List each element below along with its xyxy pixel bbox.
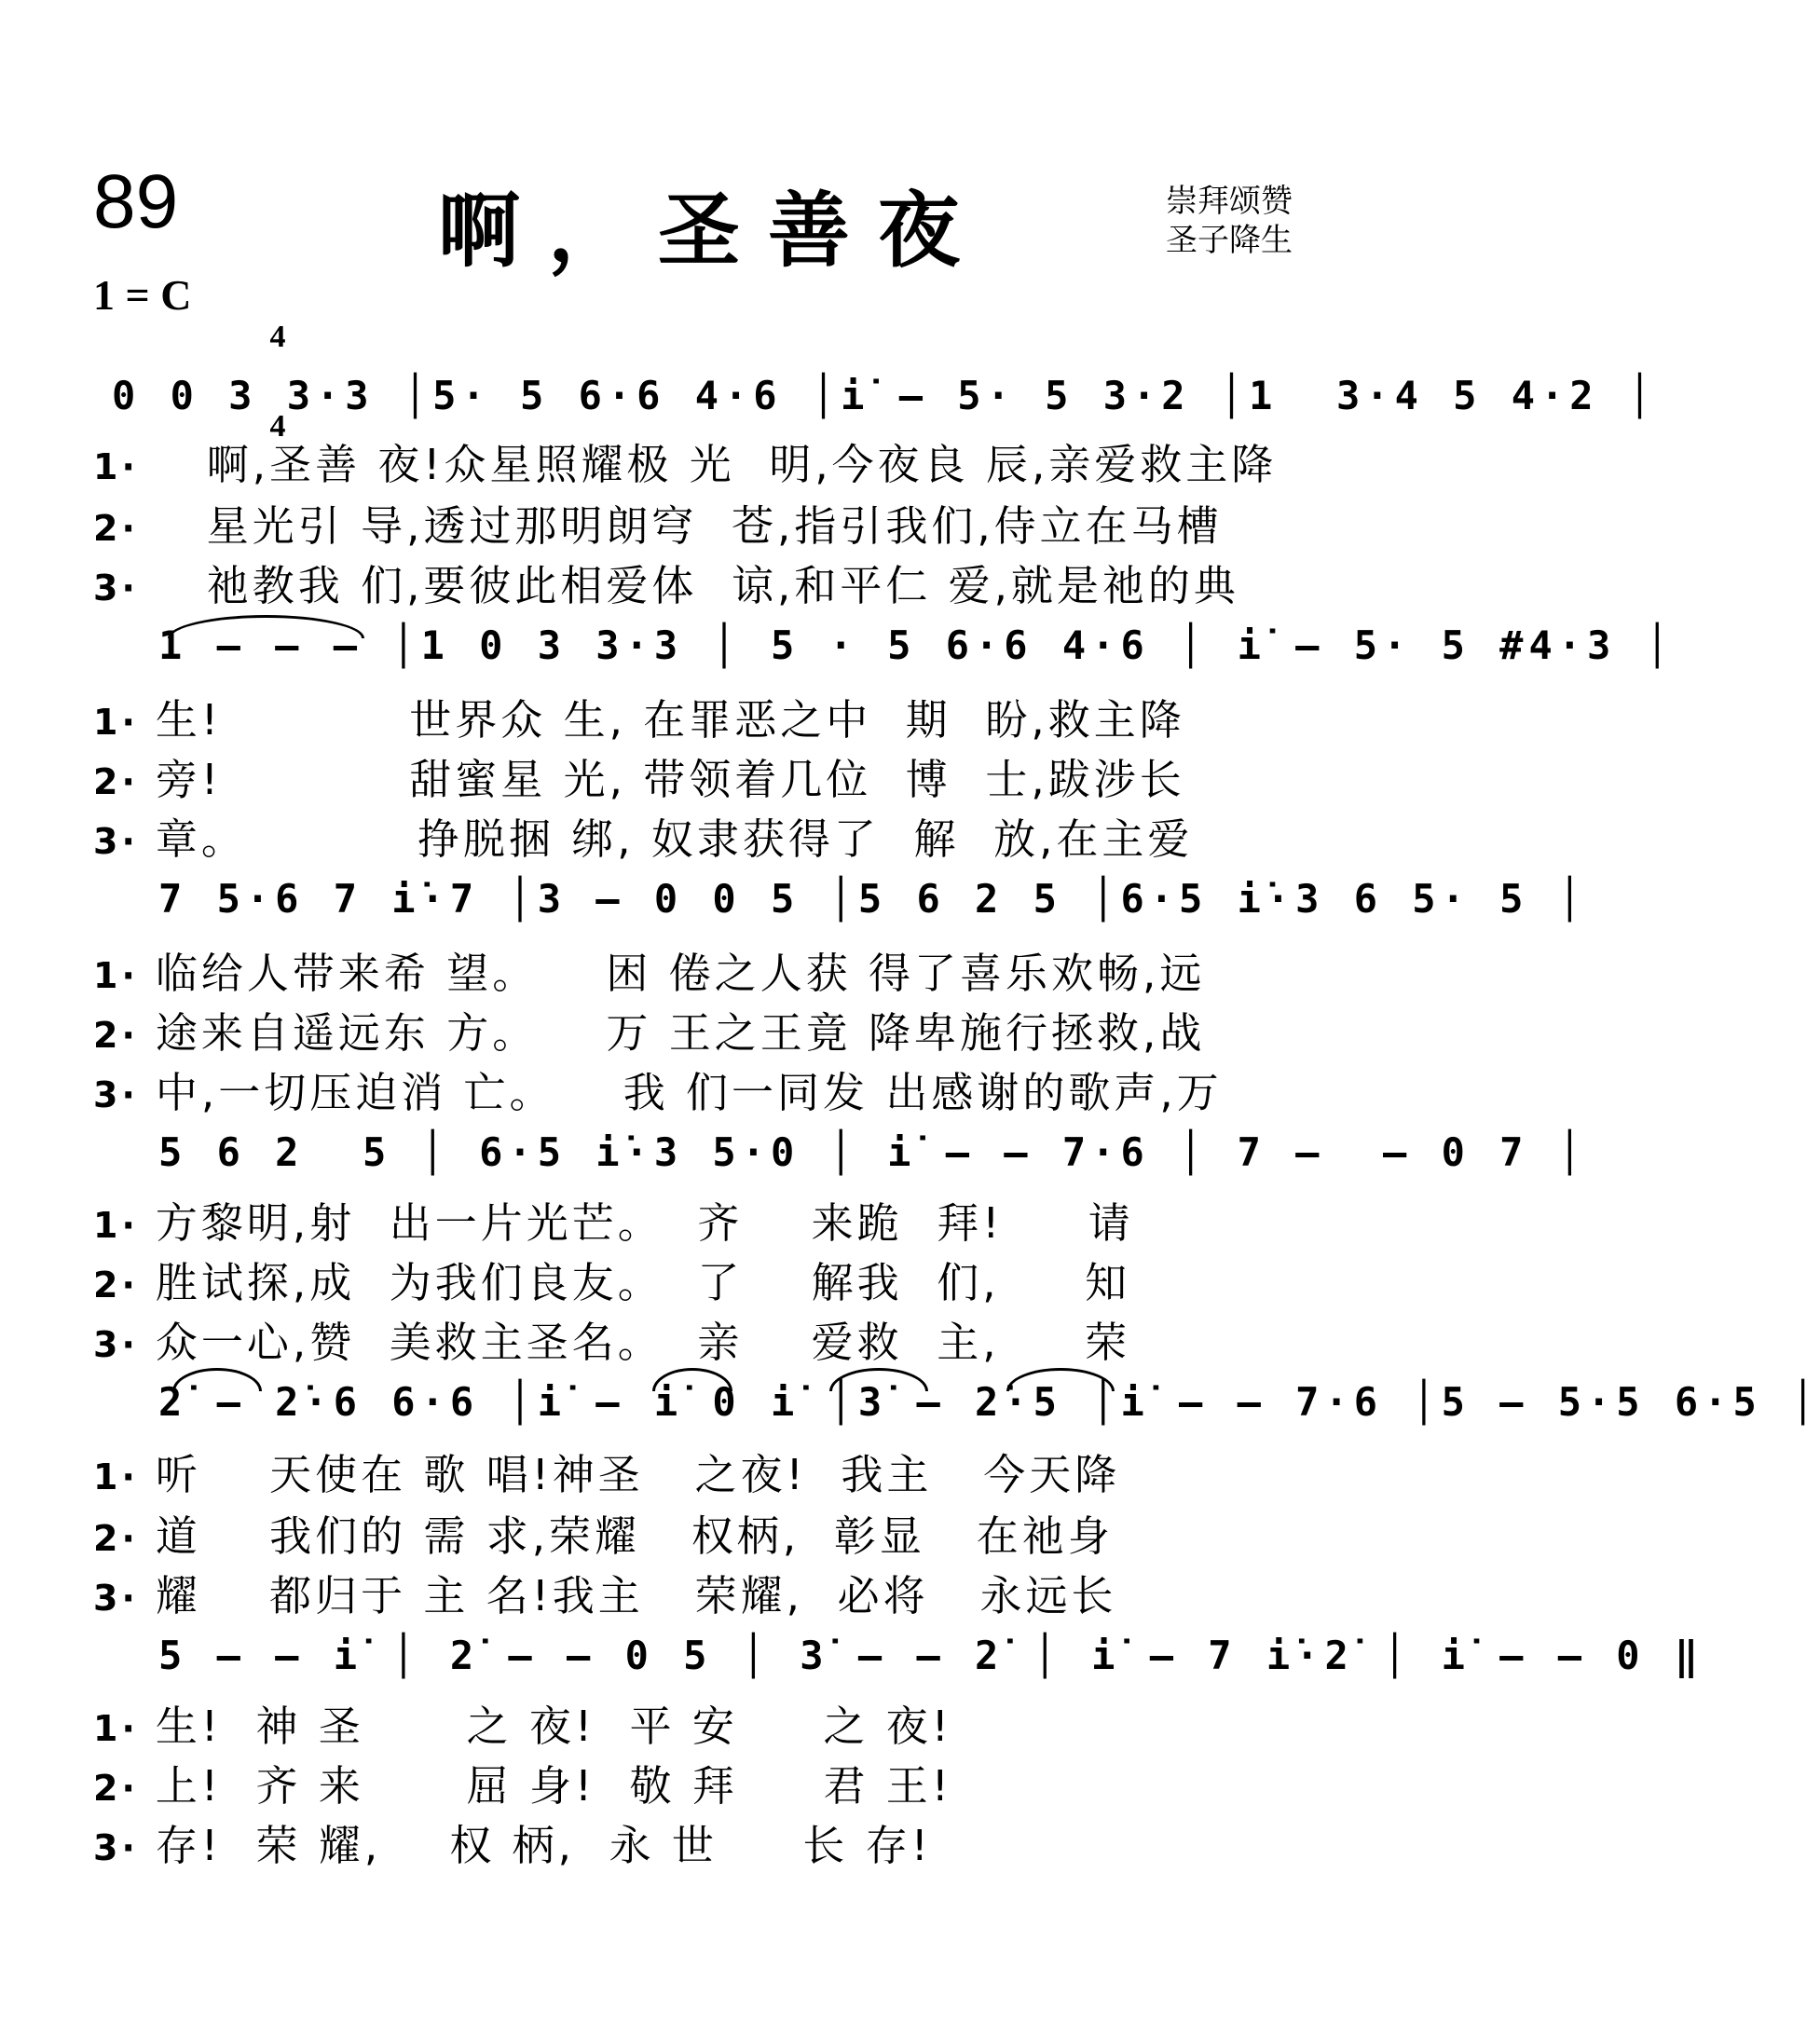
lyric-text: 生! 世界众 生, 在罪恶之中 期 盼,救主降	[155, 695, 1185, 745]
lyric-text: 中,一切压迫消 亡。 我 们一同发 出感谢的歌声,万	[155, 1068, 1223, 1117]
lyric-line-1-3	[93, 552, 1239, 612]
lyric-text: 旁! 甜蜜星 光, 带领着几位 博 士,跋涉长	[155, 755, 1185, 804]
verse-number: 2·	[93, 508, 139, 549]
key-signature: 1 = C	[93, 271, 192, 319]
verse-number: 2·	[93, 1265, 139, 1306]
verse-number: 3·	[93, 1827, 139, 1868]
lyric-text: 道 我们的 需 求,荣耀 权柄, 彰显 在祂身	[155, 1511, 1114, 1561]
verse-number: 1·	[93, 1708, 139, 1749]
lyric-line-2-1	[93, 686, 1185, 746]
verse-number: 2·	[93, 761, 139, 802]
lyric-text: 听 天使在 歌 唱!神圣 之夜! 我主 今天降	[155, 1450, 1121, 1499]
lyric-line-6-3	[93, 1811, 932, 1872]
lyric-text: 啊,圣善 夜!众星照耀极 光 明,今夜良 辰,亲爱救主降	[155, 440, 1278, 489]
lyric-text: 途来自遥远东 方。 万 王之王竟 降卑施行拯救,战	[155, 1008, 1206, 1058]
lyric-line-1-1	[93, 431, 1277, 491]
lyric-line-4-1	[93, 1189, 1134, 1250]
lyric-line-2-3	[93, 805, 1193, 866]
lyric-line-3-2	[93, 999, 1205, 1060]
verse-number: 2·	[93, 1768, 139, 1809]
verse-number: 1·	[93, 702, 139, 743]
category-label-2: 圣子降生	[1166, 222, 1293, 259]
meter-top: 4	[269, 320, 286, 354]
verse-number: 3·	[93, 1324, 139, 1365]
verse-number: 1·	[93, 446, 139, 487]
verse-number: 2·	[93, 1015, 139, 1056]
lyric-line-4-3	[93, 1308, 1130, 1369]
lyric-text: 上! 齐 来 屈 身! 敬 拜 君 王!	[155, 1761, 952, 1811]
verse-number: 3·	[93, 1074, 139, 1115]
notation-line-1: 0 0 3 3·3 │5· 5 6·6 4·6 │i̇ – 5· 5 3·2 │1 3·4 5 4·2 │	[112, 373, 1658, 418]
lyric-text: 方黎明,射 出一片光芒。 齐 来跪 拜! 请	[155, 1198, 1134, 1248]
lyric-text: 章。 挣脱捆 绑, 奴隶获得了 解 放,在主爱	[155, 814, 1194, 864]
lyric-line-6-1	[93, 1692, 952, 1753]
lyric-text: 祂教我 们,要彼此相爱体 谅,和平仁 爱,就是祂的典	[155, 561, 1239, 610]
lyric-text: 星光引 导,透过那明朗穹 苍,指引我们,侍立在马槽	[155, 501, 1223, 551]
verse-number: 1·	[93, 1456, 139, 1497]
lyric-line-1-2	[93, 492, 1223, 553]
lyric-line-5-2	[93, 1502, 1114, 1563]
lyric-line-3-1	[93, 939, 1205, 1000]
lyric-line-5-1	[93, 1441, 1120, 1501]
notation-line-5: 2̇ – 2̇·6 6·6 │i̇ – i̇ 0 i̇ │3̇ – 2̇·5 │i̇ – – 7·6 │5 – 5·5 6·5 │	[158, 1379, 1820, 1425]
lyric-text: 生! 神 圣 之 夜! 平 安 之 夜!	[155, 1702, 952, 1751]
verse-number: 1·	[93, 1205, 139, 1246]
lyric-text: 众一心,赞 美救主圣名。 亲 爱救 主, 荣	[155, 1318, 1131, 1367]
verse-number: 3·	[93, 1578, 139, 1619]
notation-line-3: 7 5·6 7 i̇·7 │3 – 0 0 5 │5 6 2 5 │6·5 i̇·3 6 5· 5 │	[158, 876, 1588, 922]
lyric-text: 耀 都归于 主 名!我主 荣耀, 必将 永远长	[155, 1571, 1117, 1620]
lyric-line-3-3	[93, 1059, 1223, 1119]
hymn-title: 啊，圣善夜	[438, 182, 989, 279]
lyric-text: 胜试探,成 为我们良友。 了 解我 们, 知	[155, 1258, 1131, 1307]
lyric-line-5-3	[93, 1562, 1117, 1622]
verse-number: 1·	[93, 955, 139, 996]
notation-line-4: 5 6 2 5 │ 6·5 i̇·3 5·0 │ i̇ – – 7·6 │ 7 – – 0 7 │	[158, 1129, 1588, 1175]
meter-bottom: 4	[269, 409, 286, 444]
verse-number: 3·	[93, 567, 139, 608]
lyric-line-6-2	[93, 1752, 952, 1812]
verse-number: 3·	[93, 821, 139, 862]
lyric-text: 存! 荣 耀, 权 柄, 永 世 长 存!	[155, 1821, 932, 1870]
notation-line-2: 1 – – – │1 0 3 3·3 │ 5 · 5 6·6 4·6 │ i̇ – 5· 5 #4·3 │	[158, 622, 1675, 668]
verse-number: 2·	[93, 1518, 139, 1559]
notation-line-6: 5 – – i̇ │ 2̇ – – 0 5 │ 3̇ – – 2̇ │ i̇ – 7 i̇·2̇ │ i̇ – – 0 ‖	[158, 1633, 1704, 1678]
hymn-number: 89	[93, 159, 179, 244]
lyric-text: 临给人带来希 望。 困 倦之人获 得了喜乐欢畅,远	[155, 949, 1206, 998]
lyric-line-4-2	[93, 1249, 1130, 1309]
lyric-line-2-2	[93, 745, 1185, 806]
category-label-1: 崇拜颂赞	[1166, 183, 1293, 220]
